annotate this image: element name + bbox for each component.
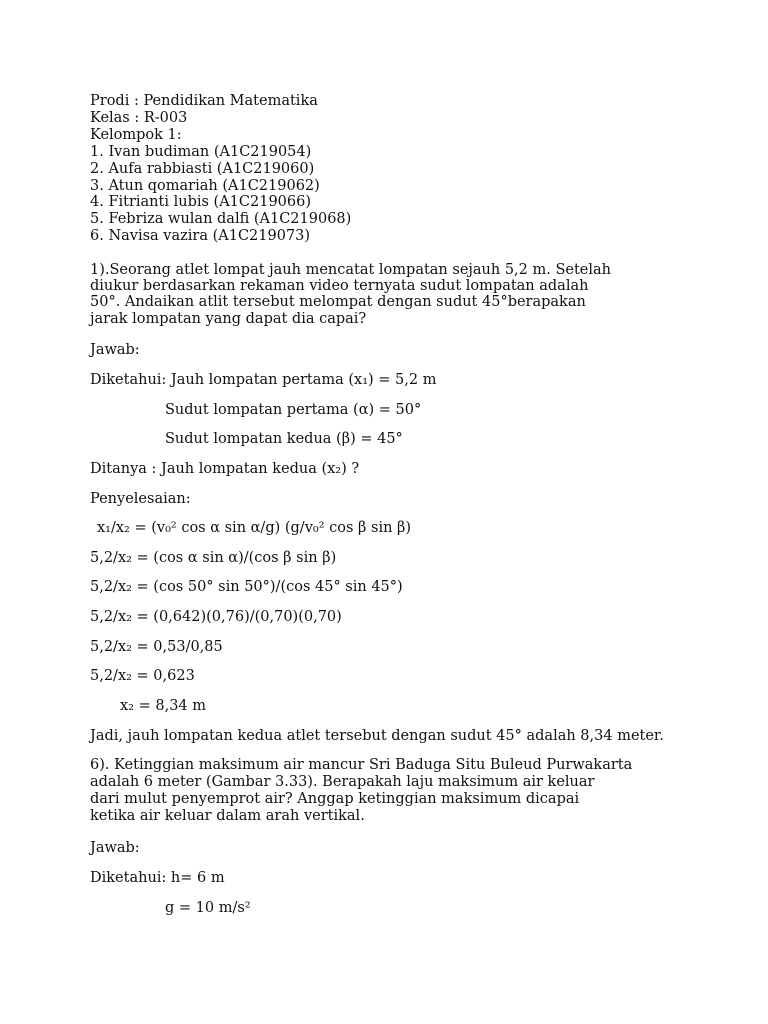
solution-step-1: x₁/x₂ = (v₀² cos α sin α/g) (g/v₀² cos β sin β) — [97, 520, 412, 536]
kelompok-line: Kelompok 1: — [90, 127, 182, 143]
problem1-question-line-3: 50°. Andaikan atlit tersebut melompat dengan sudut 45°berapakan — [90, 294, 586, 310]
solution-step-6: 5,2/x₂ = 0,623 — [90, 668, 195, 684]
solution-step-5: 5,2/x₂ = 0,53/0,85 — [90, 639, 223, 655]
problem1-question-line-4: jarak lompatan yang dapat dia capai? — [90, 311, 367, 327]
problem1-jawab: Jawab: — [90, 342, 140, 358]
problem1-penyelesaian: Penyelesaian: — [90, 491, 191, 507]
solution-step-2: 5,2/x₂ = (cos α sin α)/(cos β sin β) — [90, 550, 337, 566]
problem1-sudut-kedua: Sudut lompatan kedua (β) = 45° — [165, 431, 403, 447]
member-1: 1. Ivan budiman (A1C219054) — [90, 144, 312, 160]
problem6-question-line-1: 6). Ketinggian maksimum air mancur Sri Baduga Situ Buleud Purwakarta — [90, 757, 633, 773]
member-5: 5. Febriza wulan dalfi (A1C219068) — [90, 211, 352, 227]
problem1-conclusion: Jadi, jauh lompatan kedua atlet tersebut dengan sudut 45° adalah 8,34 meter. — [90, 728, 664, 744]
solution-step-3: 5,2/x₂ = (cos 50° sin 50°)/(cos 45° sin 45°) — [90, 579, 403, 595]
member-6: 6. Navisa vazira (A1C219073) — [90, 228, 311, 244]
problem1-ditanya: Ditanya : Jauh lompatan kedua (x₂) ? — [90, 461, 360, 477]
problem6-diketahui: Diketahui: h= 6 m — [90, 870, 225, 886]
problem6-question-line-3: dari mulut penyemprot air? Anggap ketinggian maksimum dicapai — [90, 791, 580, 807]
problem6-gravity: g = 10 m/s² — [165, 900, 251, 916]
problem6-question-line-2: adalah 6 meter (Gambar 3.33). Berapakah laju maksimum air keluar — [90, 774, 595, 790]
member-3: 3. Atun qomariah (A1C219062) — [90, 178, 320, 194]
solution-step-7: x₂ = 8,34 m — [120, 698, 207, 714]
problem6-jawab: Jawab: — [90, 840, 140, 856]
problem1-question-line-2: diukur berdasarkan rekaman video ternyata sudut lompatan adalah — [90, 278, 589, 294]
member-2: 2. Aufa rabbiasti (A1C219060) — [90, 161, 315, 177]
problem1-question-line-1: 1).Seorang atlet lompat jauh mencatat lompatan sejauh 5,2 m. Setelah — [90, 262, 612, 278]
member-4: 4. Fitrianti lubis (A1C219066) — [90, 194, 311, 210]
problem1-sudut-pertama: Sudut lompatan pertama (α) = 50° — [165, 402, 422, 418]
prodi-line: Prodi : Pendidikan Matematika — [90, 93, 318, 109]
problem6-question-line-4: ketika air keluar dalam arah vertikal. — [90, 808, 365, 824]
kelas-line: Kelas : R-003 — [90, 110, 188, 126]
solution-step-4: 5,2/x₂ = (0,642)(0,76)/(0,70)(0,70) — [90, 609, 342, 625]
problem1-diketahui: Diketahui: Jauh lompatan pertama (x₁) = 5,2 m — [90, 372, 437, 388]
